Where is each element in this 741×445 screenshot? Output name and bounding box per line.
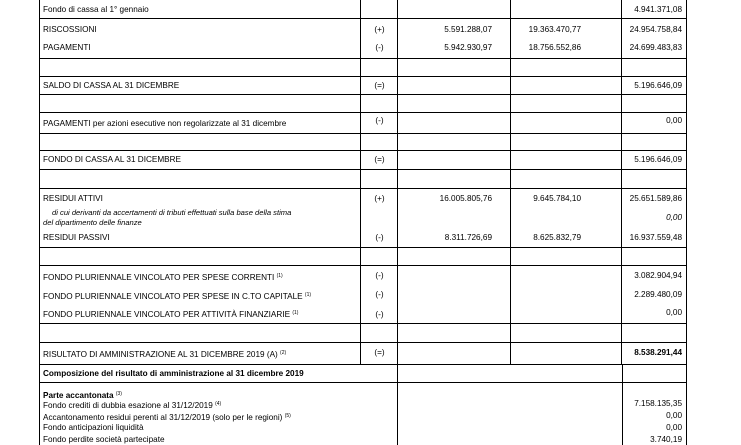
residui-residui-passivi: 8.311.726,69 [444, 233, 492, 242]
total-fondo-cassa-31: 5.196.646,09 [634, 155, 682, 164]
residui-pagamenti: 5.942.930,97 [444, 43, 492, 52]
total-residui-passivi: 16.937.559,48 [629, 233, 682, 242]
composition-item-total: 0,00 [666, 423, 682, 432]
total-di-cui: 0,00 [666, 213, 682, 222]
sign-pag-azioni: (-) [375, 116, 384, 125]
residui-residui-attivi: 16.005.805,76 [439, 194, 492, 203]
sign-residui-passivi: (-) [375, 233, 384, 242]
total-saldo: 5.196.646,09 [634, 81, 682, 90]
composition-item-total: 7.158.135,35 [634, 399, 682, 408]
label-fondo-cassa-1gen: Fondo di cassa al 1° gennaio [43, 5, 149, 14]
label-residui-attivi: RESIDUI ATTIVI [43, 194, 103, 203]
total-pag-azioni: 0,00 [666, 116, 682, 125]
composition-title: Composizione del risultato di amministrazione al 31 dicembre 2019 [43, 369, 304, 378]
sign-saldo: (=) [374, 81, 385, 90]
competenza-pagamenti: 18.756.552,86 [528, 43, 581, 52]
label-fpv-capitale: FONDO PLURIENNALE VINCOLATO PER SPESE IN C.TO CAPITALE $^{(1)}$ [43, 292, 312, 301]
label-pag-azioni: PAGAMENTI per azioni esecutive non regolarizzate al 31 dicembre [43, 119, 287, 128]
label-risultato: RISULTATO DI AMMINISTRAZIONE AL 31 DICEMBRE 2019 (A) $^{(2)}$ [43, 350, 287, 359]
total-pagamenti: 24.699.483,83 [629, 43, 682, 52]
label-pagamenti: PAGAMENTI [43, 43, 91, 52]
label-fondo-cassa-31: FONDO DI CASSA AL 31 DICEMBRE [43, 155, 182, 164]
sign-fpv-capitale: (-) [375, 290, 384, 299]
sign-risultato: (=) [374, 348, 385, 357]
parte-accantonata-title: Parte accantonata $^{(3)}$ [43, 391, 122, 400]
total-fpv-finanziarie: 0,00 [666, 308, 682, 317]
total-riscossioni: 24.954.758,84 [629, 25, 682, 34]
label-riscossioni: RISCOSSIONI [43, 25, 97, 34]
total-fondo-cassa-1gen: 4.941.371,08 [634, 5, 682, 14]
label-saldo: SALDO DI CASSA AL 31 DICEMBRE [43, 81, 180, 90]
composition-item-label: Fondo crediti di dubbia esazione al 31/12/2019 $^{(4)}$ [43, 401, 222, 410]
label-residui-passivi: RESIDUI PASSIVI [43, 233, 110, 242]
sign-fondo-cassa-31: (=) [374, 155, 385, 164]
composition-item-label: Accantonamento residui perenti al 31/12/2019 (solo per le regioni) $^{(5)}$ [43, 413, 291, 422]
composition-item-label: Fondo anticipazioni liquidità [43, 423, 144, 432]
sign-residui-attivi: (+) [374, 194, 385, 203]
composition-item-total: 0,00 [666, 411, 682, 420]
total-fpv-capitale: 2.289.480,09 [634, 290, 682, 299]
sign-pagamenti: (-) [375, 43, 384, 52]
composition-item-label: Fondo perdite società partecipate [43, 435, 165, 444]
competenza-residui-attivi: 9.645.784,10 [533, 194, 581, 203]
label-di-cui-2: del dipartimento delle finanze [43, 218, 142, 227]
competenza-riscossioni: 19.363.470,77 [528, 25, 581, 34]
composition-item-total: 3.740,19 [650, 435, 682, 444]
sign-riscossioni: (+) [374, 25, 385, 34]
label-fpv-correnti: FONDO PLURIENNALE VINCOLATO PER SPESE CORRENTI $^{(1)}$ [43, 273, 283, 282]
total-residui-attivi: 25.651.589,86 [629, 194, 682, 203]
sign-fpv-correnti: (-) [375, 271, 384, 280]
label-di-cui-1: di cui derivanti da accertamenti di tributi effettuati sulla base della stima [52, 208, 292, 217]
residui-riscossioni: 5.591.288,07 [444, 25, 492, 34]
label-fpv-finanziarie: FONDO PLURIENNALE VINCOLATO PER ATTIVITÀ FINANZIARIE $^{(1)}$ [43, 310, 299, 319]
competenza-residui-passivi: 8.625.832,79 [533, 233, 581, 242]
total-risultato: 8.538.291,44 [634, 348, 682, 357]
sign-fpv-finanziarie: (-) [375, 310, 384, 319]
total-fpv-correnti: 3.082.904,94 [634, 271, 682, 280]
